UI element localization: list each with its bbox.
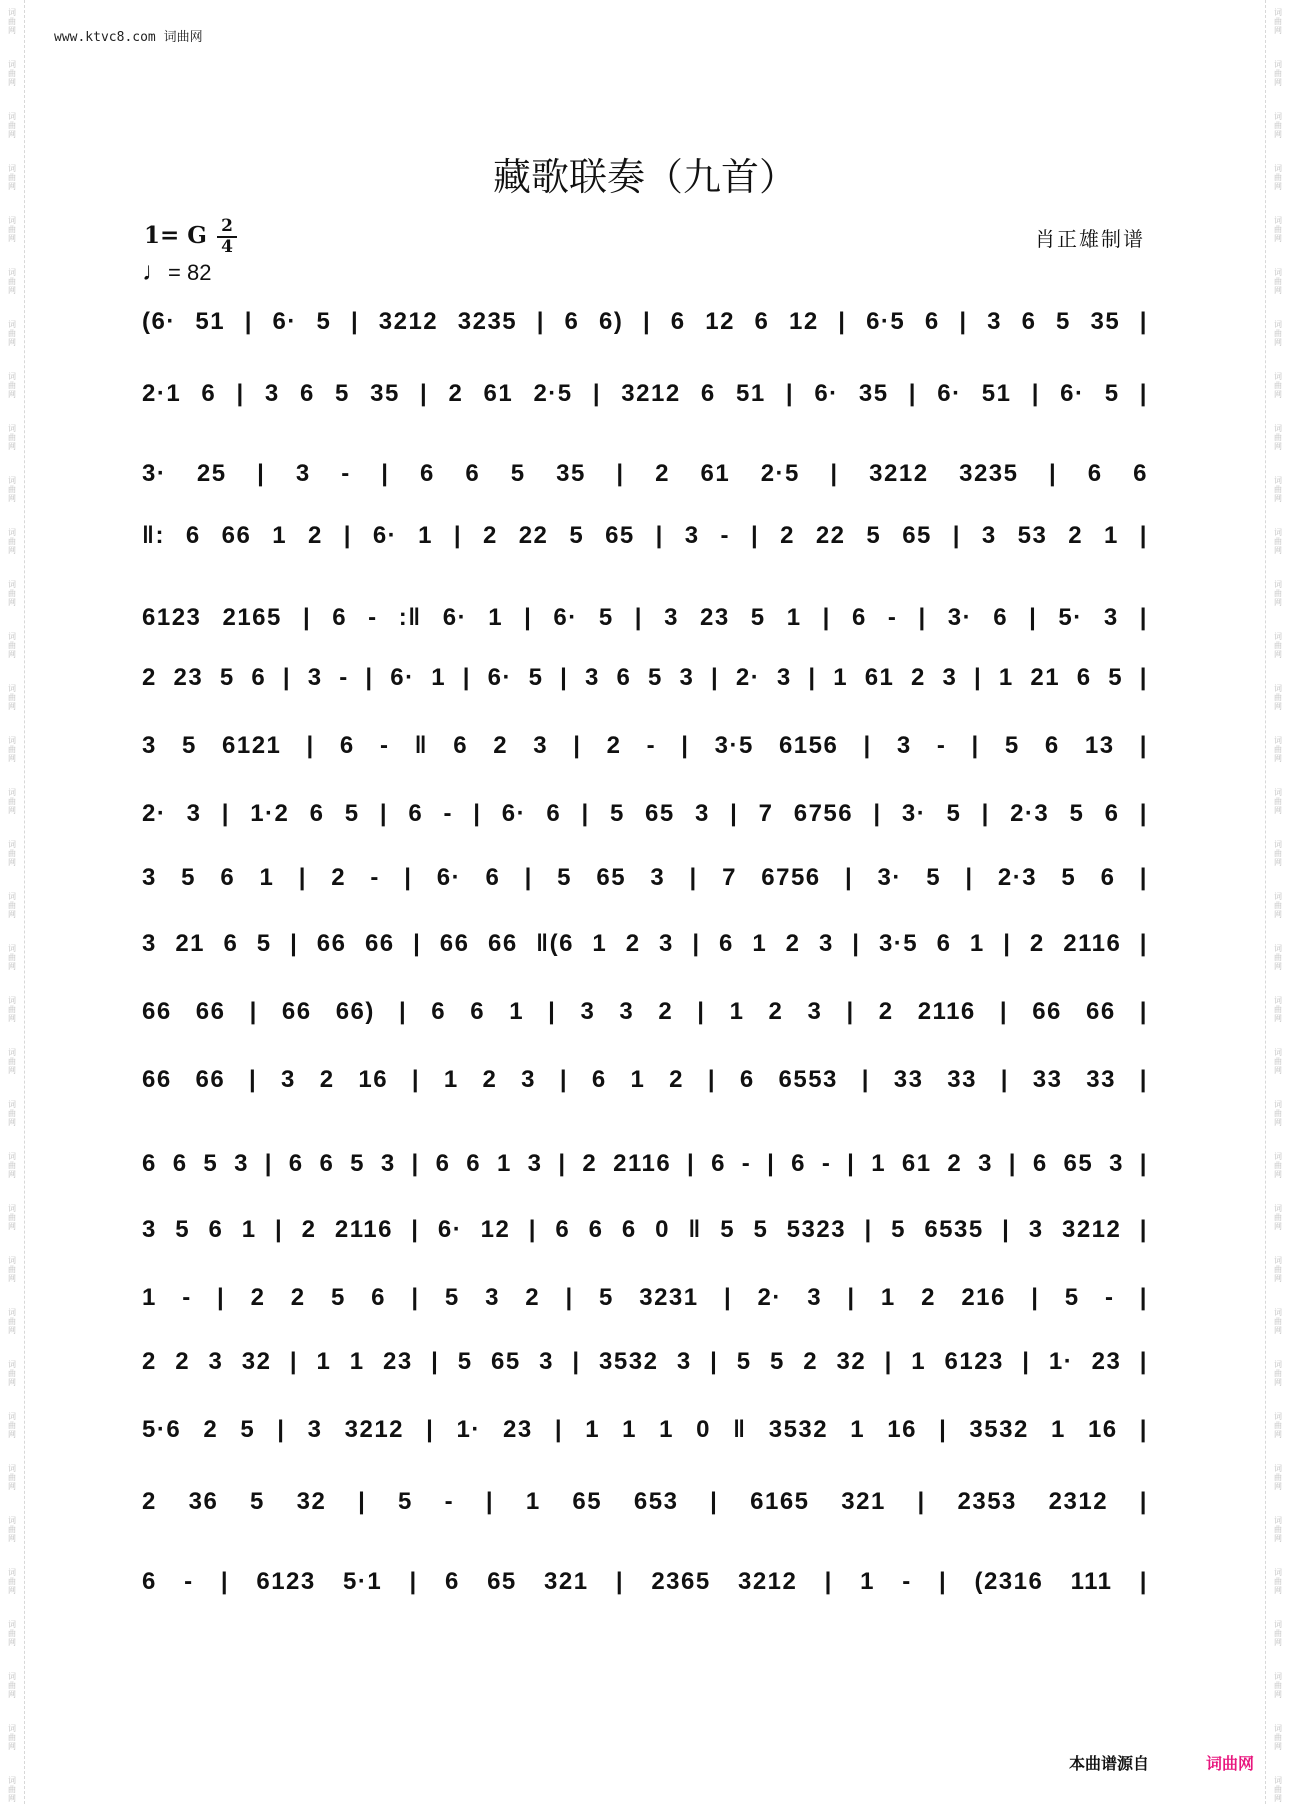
time-signature	[217, 218, 237, 256]
watermark-mark: 词 曲 网	[1274, 788, 1282, 815]
watermark-mark: 词 曲 网	[8, 372, 16, 399]
watermark-mark: 词 曲 网	[1274, 112, 1282, 139]
score-line: 3· 25 | 3 - | 6 6 5 35 | 2 61 2·5 | 3212 3235 | 6 6	[142, 460, 1148, 487]
watermark-mark: 词 曲 网	[1274, 8, 1282, 35]
watermark-mark: 词 曲 网	[8, 1204, 16, 1231]
watermark-mark: 词 曲 网	[1274, 1776, 1282, 1803]
watermark-mark: 词 曲 网	[1274, 944, 1282, 971]
score-line: 3 21 6 5 | 66 66 | 66 66 ‖(6 1 2 3 | 6 1 2 3 | 3·5 6 1 | 2 2116 |	[142, 930, 1148, 957]
watermark-mark: 词 曲 网	[8, 684, 16, 711]
score-line: 2 36 5 32 | 5 - | 1 65 653 | 6165 321 | 2353 2312 |	[142, 1488, 1148, 1515]
score-line: 2· 3 | 1·2 6 5 | 6 - | 6· 6 | 5 65 3 | 7 6756 | 3· 5 | 2·3 5 6 |	[142, 800, 1148, 827]
watermark-mark: 词 曲 网	[8, 736, 16, 763]
tempo-marking	[142, 256, 211, 287]
time-signature-numerator: 2	[221, 216, 233, 236]
score-line: (6· 51 | 6· 5 | 3212 3235 | 6 6) | 6 12 6 12 | 6·5 6 | 3 6 5 35 |	[142, 308, 1148, 335]
score-line: 3 5 6 1 | 2 2116 | 6· 12 | 6 6 6 0 ‖ 5 5 5323 | 5 6535 | 3 3212 |	[142, 1216, 1148, 1243]
watermark-mark: 词 曲 网	[8, 164, 16, 191]
score-line: 66 66 | 3 2 16 | 1 2 3 | 6 1 2 | 6 6553 | 33 33 | 33 33 |	[142, 1066, 1148, 1093]
watermark-mark: 词 曲 网	[1274, 1568, 1282, 1595]
watermark-mark: 词 曲 网	[1274, 1360, 1282, 1387]
watermark-mark: 词 曲 网	[1274, 268, 1282, 295]
watermark-mark: 词 曲 网	[1274, 216, 1282, 243]
watermark-mark: 词 曲 网	[8, 1724, 16, 1751]
site-url: www.ktvc8.com 词曲网	[54, 30, 203, 45]
watermark-mark: 词 曲 网	[1274, 1620, 1282, 1647]
watermark-mark: 词 曲 网	[8, 528, 16, 555]
watermark-mark: 词 曲 网	[1274, 1204, 1282, 1231]
watermark-mark: 词 曲 网	[8, 1568, 16, 1595]
watermark-mark: 词 曲 网	[8, 580, 16, 607]
arranger-credit: 肖正雄制谱	[1035, 227, 1145, 251]
watermark-mark: 词 曲 网	[1274, 476, 1282, 503]
watermark-mark: 词 曲 网	[1274, 1256, 1282, 1283]
page-title: 藏歌联奏（九首）	[492, 155, 797, 199]
watermark-mark: 词 曲 网	[8, 8, 16, 35]
quarter-note-icon: ♩	[142, 256, 168, 286]
watermark-mark: 词 曲 网	[1274, 736, 1282, 763]
watermark-mark: 词 曲 网	[1274, 1100, 1282, 1127]
watermark-mark: 词 曲 网	[1274, 1464, 1282, 1491]
score-line: 1 - | 2 2 5 6 | 5 3 2 | 5 3231 | 2· 3 | 1 2 216 | 5 - |	[142, 1284, 1148, 1311]
watermark-mark: 词 曲 网	[1274, 1412, 1282, 1439]
watermark-mark: 词 曲 网	[8, 1672, 16, 1699]
score-line: 6123 2165 | 6 - :‖ 6· 1 | 6· 5 | 3 23 5 1 | 6 - | 3· 6 | 5· 3 |	[142, 604, 1148, 631]
watermark-mark: 词 曲 网	[8, 996, 16, 1023]
watermark-mark: 词 曲 网	[8, 1776, 16, 1803]
watermark-mark: 词 曲 网	[1274, 320, 1282, 347]
watermark-mark: 词 曲 网	[1274, 1308, 1282, 1335]
watermark-mark: 词 曲 网	[8, 1152, 16, 1179]
watermark-mark: 词 曲 网	[8, 632, 16, 659]
watermark-mark: 词 曲 网	[8, 1360, 16, 1387]
watermark-mark: 词 曲 网	[8, 1412, 16, 1439]
score-line: 5·6 2 5 | 3 3212 | 1· 23 | 1 1 1 0 ‖ 3532 1 16 | 3532 1 16 |	[142, 1416, 1148, 1443]
watermark-mark: 词 曲 网	[8, 1256, 16, 1283]
watermark-mark: 词 曲 网	[8, 268, 16, 295]
score-line: 3 5 6121 | 6 - ‖ 6 2 3 | 2 - | 3·5 6156 | 3 - | 5 6 13 |	[142, 732, 1148, 759]
score-line: 66 66 | 66 66) | 6 6 1 | 3 3 2 | 1 2 3 | 2 2116 | 66 66 |	[142, 998, 1148, 1025]
watermark-mark: 词 曲 网	[8, 788, 16, 815]
watermark-mark: 词 曲 网	[1274, 996, 1282, 1023]
source-brand-link[interactable]: 词曲网	[1205, 1754, 1254, 1773]
right-watermark-rail	[1265, 0, 1290, 1804]
watermark-mark: 词 曲 网	[1274, 632, 1282, 659]
key-signature: 1= G	[144, 222, 207, 249]
watermark-mark: 词 曲 网	[1274, 1048, 1282, 1075]
score-line: 6 6 5 3 | 6 6 5 3 | 6 6 1 3 | 2 2116 | 6 - | 6 - | 1 61 2 3 | 6 65 3 |	[142, 1150, 1148, 1177]
watermark-mark: 词 曲 网	[8, 112, 16, 139]
score-line: 6 - | 6123 5·1 | 6 65 321 | 2365 3212 | 1 - | (2316 111 |	[142, 1568, 1148, 1595]
watermark-mark: 词 曲 网	[1274, 892, 1282, 919]
score-line: 2 2 3 32 | 1 1 23 | 5 65 3 | 3532 3 | 5 5 2 32 | 1 6123 | 1· 23 |	[142, 1348, 1148, 1375]
watermark-mark: 词 曲 网	[1274, 580, 1282, 607]
watermark-mark: 词 曲 网	[1274, 684, 1282, 711]
watermark-mark: 词 曲 网	[1274, 528, 1282, 555]
watermark-mark: 词 曲 网	[8, 216, 16, 243]
watermark-mark: 词 曲 网	[1274, 1724, 1282, 1751]
watermark-mark: 词 曲 网	[8, 944, 16, 971]
score-line: ‖: 6 66 1 2 | 6· 1 | 2 22 5 65 | 3 - | 2 22 5 65 | 3 53 2 1 |	[142, 522, 1148, 549]
watermark-mark: 词 曲 网	[1274, 164, 1282, 191]
source-label: 本曲谱源自	[1068, 1754, 1149, 1773]
watermark-mark: 词 曲 网	[8, 60, 16, 87]
watermark-mark: 词 曲 网	[8, 1620, 16, 1647]
watermark-mark: 词 曲 网	[1274, 424, 1282, 451]
score-line: 3 5 6 1 | 2 - | 6· 6 | 5 65 3 | 7 6756 | 3· 5 | 2·3 5 6 |	[142, 864, 1148, 891]
tempo-value: = 82	[168, 260, 212, 285]
watermark-mark: 词 曲 网	[1274, 1672, 1282, 1699]
score-line: 2·1 6 | 3 6 5 35 | 2 61 2·5 | 3212 6 51 | 6· 35 | 6· 51 | 6· 5 |	[142, 380, 1148, 407]
watermark-mark: 词 曲 网	[1274, 1152, 1282, 1179]
watermark-mark: 词 曲 网	[8, 1048, 16, 1075]
watermark-mark: 词 曲 网	[1274, 840, 1282, 867]
watermark-mark: 词 曲 网	[1274, 1516, 1282, 1543]
watermark-mark: 词 曲 网	[8, 476, 16, 503]
watermark-mark: 词 曲 网	[8, 320, 16, 347]
watermark-mark: 词 曲 网	[8, 840, 16, 867]
watermark-mark: 词 曲 网	[8, 892, 16, 919]
watermark-mark: 词 曲 网	[1274, 372, 1282, 399]
left-watermark-rail	[0, 0, 25, 1804]
watermark-mark: 词 曲 网	[8, 1308, 16, 1335]
watermark-mark: 词 曲 网	[8, 1100, 16, 1127]
time-signature-denominator: 4	[221, 237, 233, 257]
watermark-mark: 词 曲 网	[8, 1516, 16, 1543]
watermark-mark: 词 曲 网	[8, 1464, 16, 1491]
score-line: 2 23 5 6 | 3 - | 6· 1 | 6· 5 | 3 6 5 3 | 2· 3 | 1 61 2 3 | 1 21 6 5 |	[142, 664, 1148, 691]
watermark-mark: 词 曲 网	[1274, 60, 1282, 87]
watermark-mark: 词 曲 网	[8, 424, 16, 451]
